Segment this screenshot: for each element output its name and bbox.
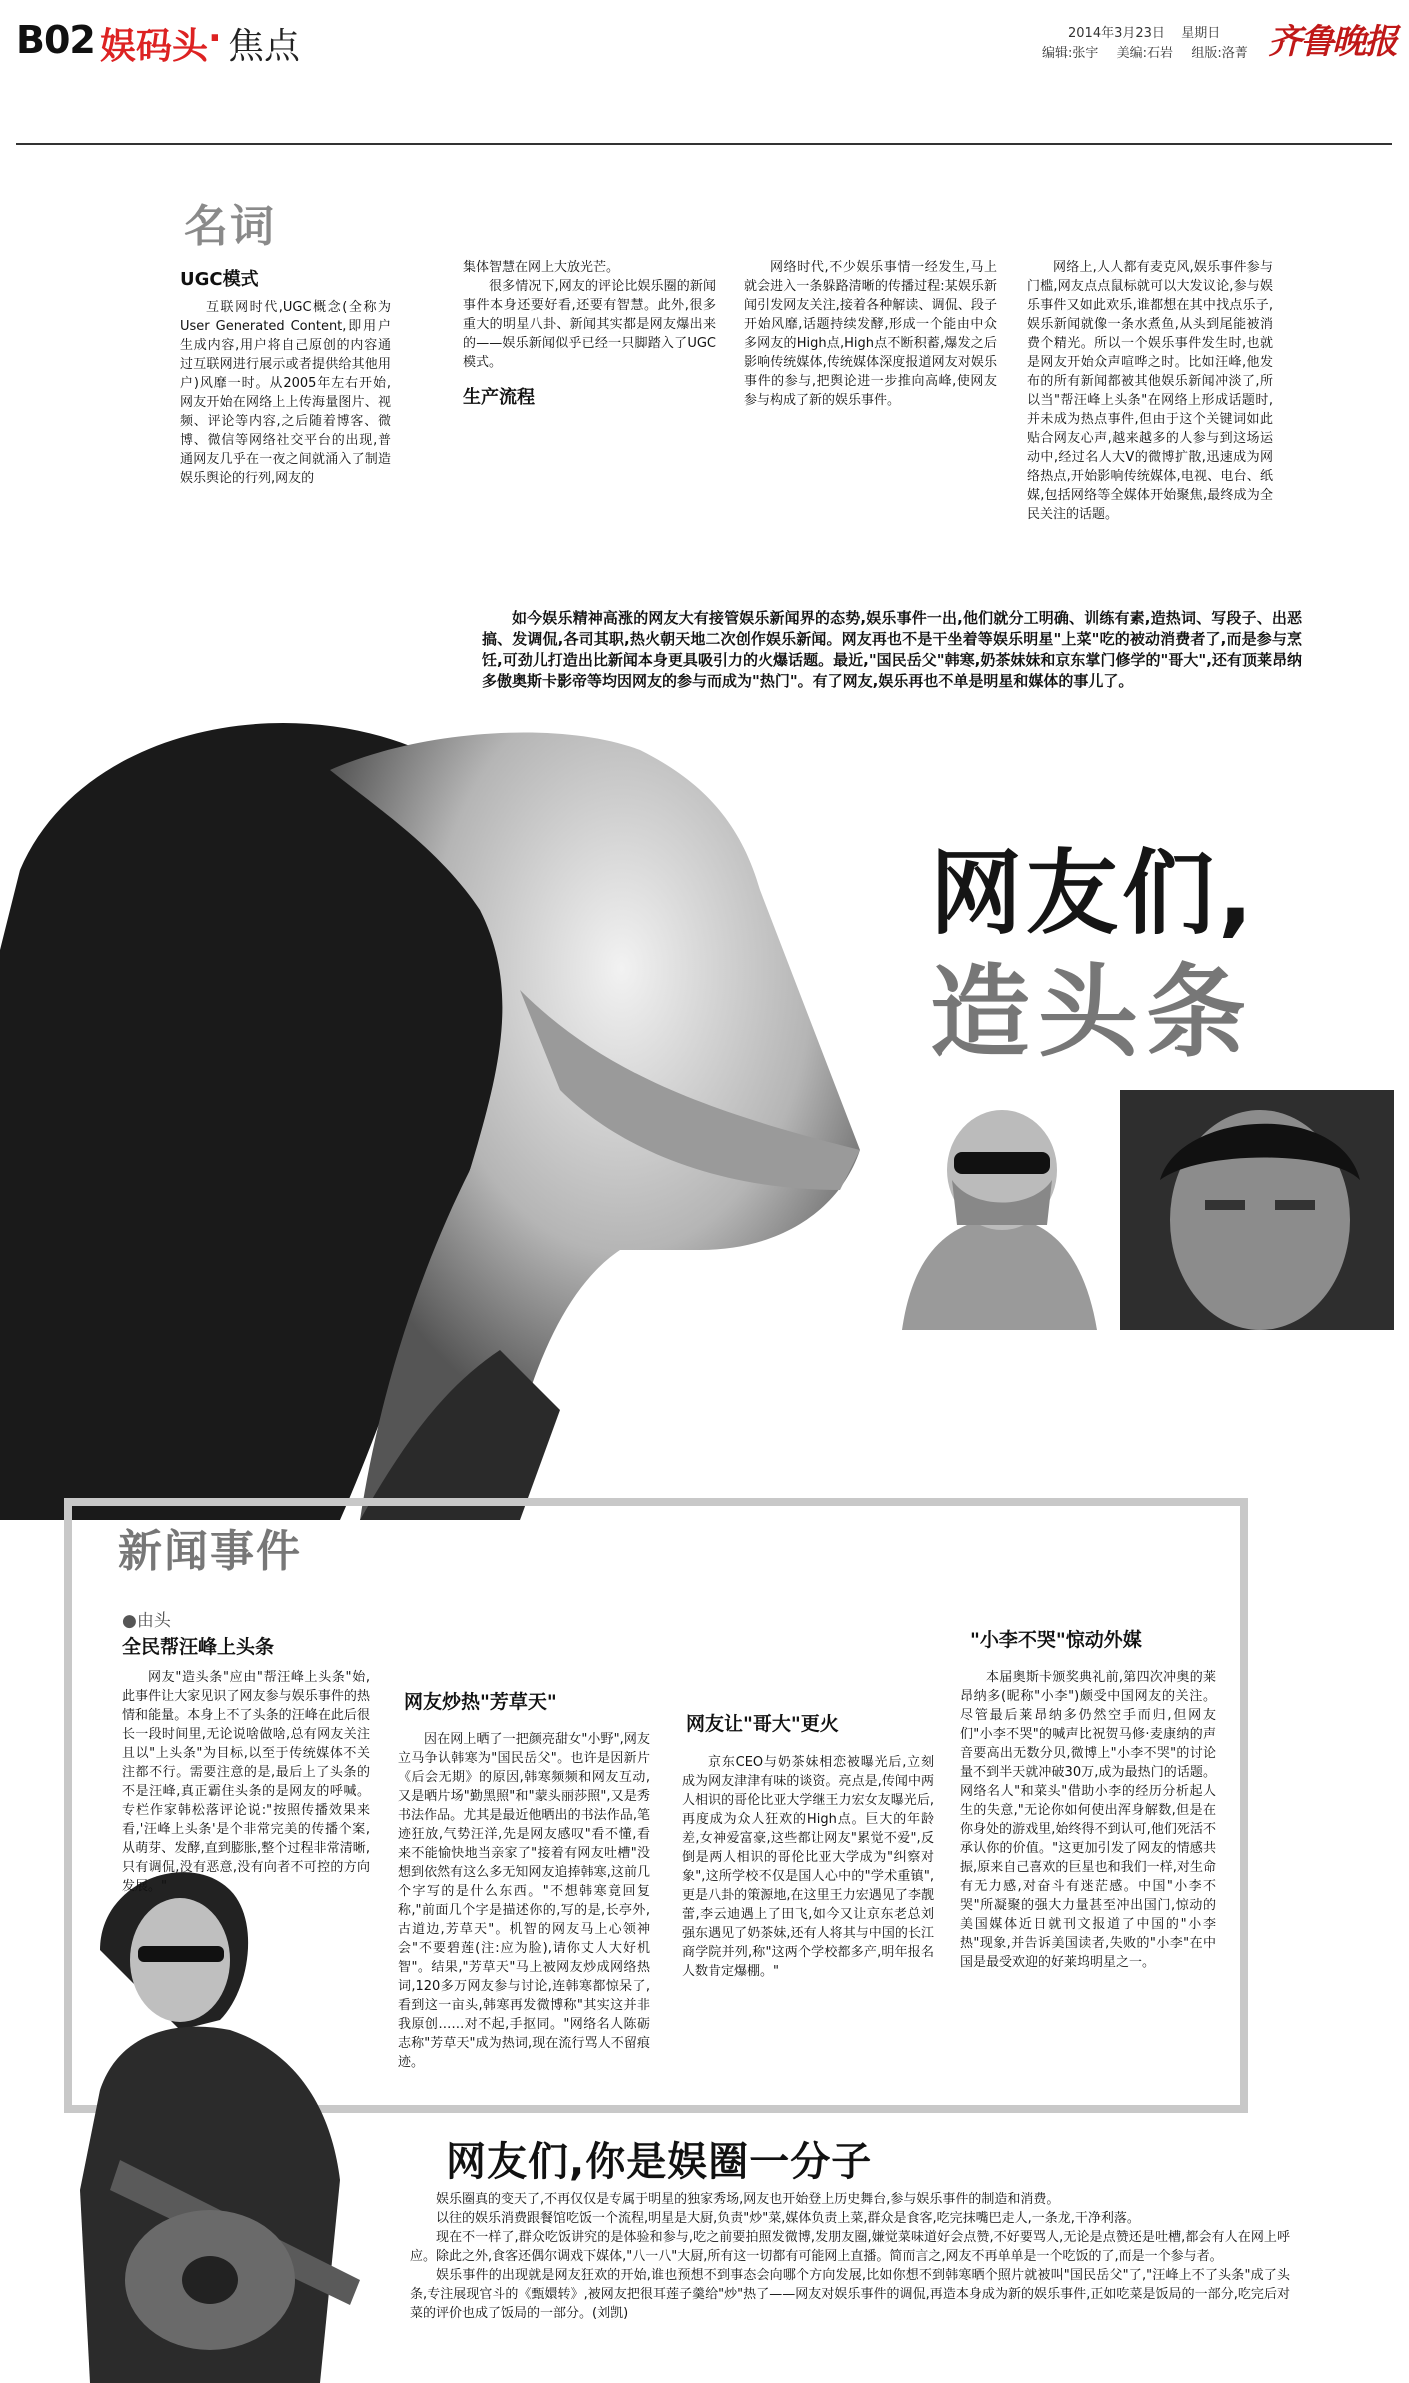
s3-heading: 网友让"哥大"更火 [686, 1713, 839, 1735]
headline-line-1: 网友们, [930, 840, 1257, 947]
bottom-paragraph-2: 以往的娱乐消费跟餐馆吃饭一个流程,明星是大厨,负责"炒"菜,媒体负责上菜,群众是食客,吃完抹嘴巴走人,一条龙,干净利落。 [436, 2211, 1140, 2226]
section-dot: · [208, 18, 222, 59]
terms-col-1 [180, 268, 391, 673]
news-col-3 [682, 1608, 934, 2098]
s2-col-text [398, 1730, 650, 2098]
terms-section [0, 150, 1409, 560]
header-rule [16, 143, 1392, 145]
s4-text: 本届奥斯卡颁奖典礼前,第四次冲奥的莱昂纳多(昵称"小李")颇受中国网友的关注。尽管最后莱昂纳多仍然空手而归,但网友们"小李不哭"的喊声比祝贺马修·麦康纳的声音要高出无数分贝,微博上"小李不哭"的讨论量不到半天就冲破30万,成为最热门的话题。网络名人"和菜头"借助小李的经历分析起人生的失意,"无论你如何使出浑身解数,但是在你身处的游戏里,始终得不到认可,他们死活不承认你的价值。"这更加引发了网友的情感共振,原来自己喜欢的巨星也和我们一样,对生命有无力感,对奋斗有迷茫感。中国"小李不哭"所凝聚的强大力量甚至冲出国门,惊动的美国媒体近日就刊文报道了中国的"小李热"现象,并告诉美国读者,失败的"小李"在中国是最受欢迎的好莱坞明星之一。 [960, 1670, 1216, 1970]
issue-weekday: 星期日 [1181, 26, 1221, 41]
ugc-paragraph-1: 互联网时代,UGC概念(全称为User Generated Content,即用户生成内容,用户将自己原创的内容通过互联网进行展示或者提供给其他用户)风靡一时。从2005年左右开始,网友开始在网络上上传海量图片、视频、评论等内容,之后随着博客、微博、微信等网络社交平台的出现,普通网友几乎在一夜之间就涌入了制造娱乐舆论的行列,网友的 [180, 300, 391, 486]
headline-line-2: 造头条 [930, 954, 1254, 1071]
bottom-paragraph-3: 现在不一样了,群众吃饭讲究的是体验和参与,吃之前要拍照发微博,发朋友圈,嫌觉菜味道好会点赞,不好要骂人,无论是点赞还是吐槽,都会有人在网上呼应。除此之外,食客还偶尔调戏下媒体,"八一八"大厨,所有这一切都有可能网上直播。简而言之,网友不再单单是一个吃饭的了,而是一个参与者。 [410, 2230, 1290, 2264]
header-staff-line [1042, 42, 1248, 61]
photo-man-portrait [1120, 1090, 1394, 1330]
s1-col-text [122, 1668, 370, 2008]
section-sub: 焦点 [228, 26, 301, 67]
s1-heading: 全民帮汪峰上头条 [122, 1636, 275, 1658]
ugc-paragraph-2: 很多情况下,网友的评论比娱乐圈的新闻事件本身还要好看,还要有智慧。此外,很多重大的明星八卦、新闻其实都是网友爆出来的——娱乐新闻似乎已经一只脚踏入了UGC模式。 [463, 279, 716, 370]
issue-date: 2014年3月23日 [1068, 26, 1165, 41]
s2-text: 因在网上晒了一把颜亮甜女"小野",网友立马争认韩寒为"国民岳父"。也许是因新片《后会无期》的原因,韩寒频频和网友互动,又是晒片场"勤黑照"和"蒙头丽莎照",又是秀书法作品。尤其是最近他晒出的书法作品,笔迹狂放,气势汪洋,先是网友感叹"看不懂,看来不能愉快地当亲家了"接着有网友吐槽"没想到依然有这么多无知网友追捧韩寒,这前几个字写的是什么东西。"不想韩寒竟回复称,"前面几个字是描述你的,写的是,长亭外,古道边,芳草天"。机智的网友马上心领神会"不要碧莲(注:应为脸),请你丈人大好机智"。结果,"芳草天"马上被网友炒成网络热词,120多万网友参与讨论,连韩寒都惊呆了,看到这一亩头,韩寒再发微博称"其实这并非我原创……对不起,手抠同。"网络名人陈砺志称"芳草天"成为热词,现在流行骂人不留痕迹。 [398, 1732, 650, 2070]
page-number: B02 [16, 18, 95, 62]
ugc-paragraph-1-cont: 集体智慧在网上大放光芒。 [463, 260, 620, 275]
bottom-paragraph-4-text: 娱乐事件的出现就是网友狂欢的开始,谁也预想不到事态会向哪个方向发展,比如你想不到韩寒晒个照片就被叫"国民岳父"了,"汪峰上不了头条"成了头条,专注展现官斗的《甄嬛转》,被网友把很耳莲子羹给"炒"热了——网友对娱乐事件的调侃,再造本身成为新的娱乐事件,正如吃菜是饭局的一部分,吃完后对菜的评价也成了饭局的一部分。 [410, 2268, 1290, 2321]
lead-paragraph: 如今娱乐精神高涨的网友大有接管娱乐新闻界的态势,娱乐事件一出,他们就分工明确、训练有素,造热词、写段子、出恶搞、发调侃,各司其职,热火朝天地二次创作娱乐新闻。网友再也不是干坐着等娱乐明星"上菜"吃的被动消费者了,而是参与烹饪,可劲儿打造出比新闻本身更具吸引力的火爆话题。最近,"国民岳父"韩寒,奶茶妹妹和京东掌门修学的"哥大",还有顶莱昂纳多傲奥斯卡影帝等均因网友的参与而成为"热门"。有了网友,娱乐再也不单是明星和媒体的事儿了。 [482, 609, 1302, 690]
s4-col-text [960, 1668, 1216, 2098]
s3-col-text [682, 1753, 934, 2098]
headline-block [900, 820, 1400, 1071]
s2-heading: 网友炒热"芳草天" [404, 1691, 557, 1713]
photo-masked-figure [872, 1090, 1117, 1330]
editor: 编辑:张宇 [1042, 46, 1099, 61]
bottom-body [410, 2190, 1290, 2376]
page-header [0, 0, 1409, 150]
origin-label: ●由头 [122, 1611, 171, 1631]
header-date-line [1068, 22, 1220, 41]
bottom-paragraph-1: 娱乐圈真的变天了,不再仅仅是专属于明星的独家秀场,网友也开始登上历史舞台,参与娱乐事件的制造和消费。 [436, 2192, 1060, 2207]
news-col-4 [960, 1608, 1216, 2098]
bottom-title: 网友们,你是娱圈一分子 [446, 2139, 873, 2185]
section-name: 娱码头 [100, 26, 209, 67]
terms-title: 名词 [184, 201, 276, 252]
byline: (刘凯) [592, 2306, 629, 2321]
news-col-2 [398, 1608, 650, 2098]
s1-text: 网友"造头条"应由"帮汪峰上头条"始,此事件让大家见识了网友参与娱乐事件的热情和能量。本身上不了头条的汪峰在此后很长一段时间里,无论说啥做啥,总有网友关注且以"上头条"为目标,以至于传统媒体不关注都不行。需要注意的是,最后上了头条的不是汪峰,真正霸住头条的是网友的呼喊。专栏作家韩松落评论说:"按照传播效果来看,'汪峰上头条'是个非常完美的传播个案,从萌芽、发酵,直到膨胀,整个过程非常清晰,只有调侃,没有恶意,没有向者不可控的方向发展。" [122, 1670, 370, 1894]
bottom-paragraph-4 [410, 2266, 1290, 2323]
ugc-heading: UGC模式 [180, 269, 259, 290]
flow-paragraph-1: 网络时代,不少娱乐事情一经发生,马上就会进入一条躲路清晰的传播过程:某娱乐新闻引发网友关注,接着各种解读、调侃、段子开始风靡,话题持续发酵,形成一个能由中众多网友的High点,High点不断积蓄,爆发之后影响传统媒体,传统媒体深度报道网友对娱乐事件的参与,把舆论进一步推向高峰,使网友参与构成了新的娱乐事件。 [744, 260, 997, 408]
layout-editor: 组版:洛菁 [1191, 46, 1248, 61]
newspaper-logo: 齐鲁晚报 [1268, 22, 1396, 62]
flow-paragraph-2: 网络上,人人都有麦克风,娱乐事件参与门槛,网友点点鼠标就可以大发议论,参与娱乐事件又如此欢乐,谁都想在其中找点乐子,娱乐新闻就像一条水煮鱼,从头到尾能被消费个精光。所以一个娱乐事件发生时,也就是网友开始众声喧哗之时。比如汪峰,他发布的所有新闻都被其他娱乐新闻冲淡了,所以当"帮汪峰上头条"在网络上形成话题时,并未成为热点事件,但由于这个关键词如此贴合网友心声,越来越多的人参与到这场运动中,经过名人大V的微博扩散,迅速成为网络热点,开始影响传统媒体,电视、电台、纸媒,包括网络等全媒体开始聚焦,最终成为全民关注的话题。 [1027, 260, 1273, 522]
news-title: 新闻事件 [118, 1526, 302, 1577]
flow-heading: 生产流程 [463, 387, 535, 408]
s4-heading: "小李不哭"惊动外媒 [970, 1629, 1142, 1651]
art-editor: 美编:石岩 [1116, 46, 1174, 61]
s3-text: 京东CEO与奶茶妹相恋被曝光后,立刻成为网友津津有味的谈资。亮点是,传闻中两人相识的哥伦比亚大学继王力宏女友曝光后,再度成为众人狂欢的High点。巨大的年龄差,女神爱富豪,这些都让网友"累觉不爱",反倒是两人相识的哥伦比亚大学成为"纠察对象",这所学校不仅是国人心中的"学术重镇",更是八卦的策源地,在这里王力宏遇见了李靓蕾,李云迪遇上了田飞,如今又让京东老总刘强东遇见了奶茶妹,还有人将其与中国的长江商学院并列,称"这两个学校都多产,明年报名人数肯定爆棚。" [682, 1755, 934, 1979]
